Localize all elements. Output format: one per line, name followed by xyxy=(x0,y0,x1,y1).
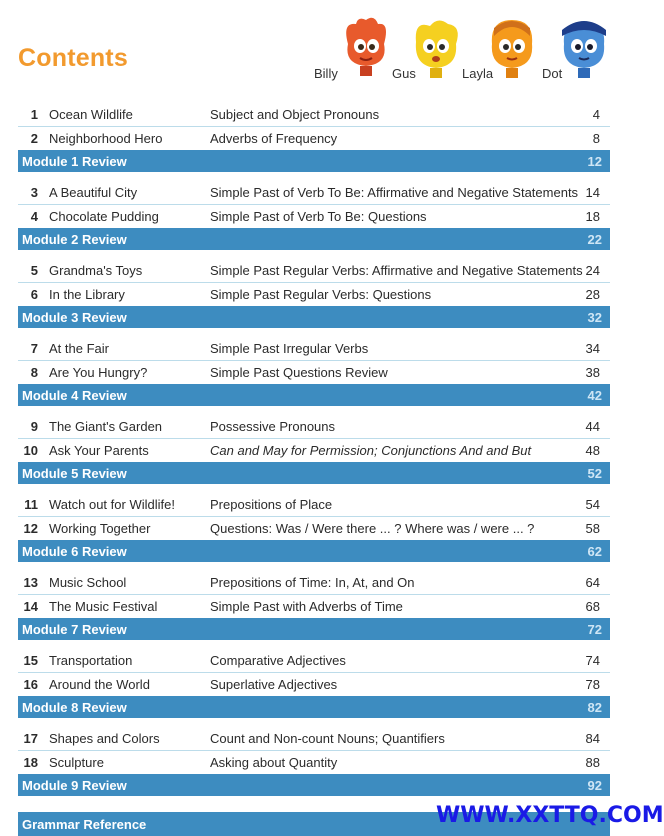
unit-number: 2 xyxy=(30,131,38,146)
unit-page: 84 xyxy=(585,731,600,746)
module-review-page: 62 xyxy=(587,544,602,559)
module-review-page: 22 xyxy=(587,232,602,247)
billy-character-icon xyxy=(338,14,394,84)
module-review-label: Module 4 Review xyxy=(22,388,127,403)
unit-grammar: Simple Past Regular Verbs: Affirmative and Negative Statements xyxy=(210,263,583,278)
unit-title: Working Together xyxy=(49,521,151,536)
divider xyxy=(18,672,610,673)
gus-character-icon xyxy=(408,14,464,84)
unit-number: 16 xyxy=(23,677,38,692)
unit-grammar: Simple Past of Verb To Be: Questions xyxy=(210,209,427,224)
unit-row xyxy=(18,284,610,304)
unit-page: 24 xyxy=(585,263,600,278)
unit-number: 6 xyxy=(30,287,38,302)
module-review-page: 42 xyxy=(587,388,602,403)
unit-number: 12 xyxy=(23,521,38,536)
unit-row xyxy=(18,416,610,436)
module-review-bar xyxy=(18,696,610,718)
unit-row xyxy=(18,338,610,358)
unit-title: The Giant's Garden xyxy=(49,419,163,434)
unit-grammar: Prepositions of Place xyxy=(210,497,333,512)
module-review-bar xyxy=(18,462,610,484)
unit-row xyxy=(18,260,610,280)
unit-grammar: Subject and Object Pronouns xyxy=(210,107,380,122)
unit-row xyxy=(18,128,610,148)
unit-row xyxy=(18,182,610,202)
unit-title: Grandma's Toys xyxy=(49,263,143,278)
unit-grammar: Simple Past of Verb To Be: Affirmative and Negative Statements xyxy=(210,185,579,200)
module-review-label: Module 9 Review xyxy=(22,778,127,793)
unit-grammar: Questions: Was / Were there ... ? Where was / were ... ? xyxy=(210,521,535,536)
module-review-bar xyxy=(18,228,610,250)
unit-page: 14 xyxy=(585,185,600,200)
divider xyxy=(18,750,610,751)
divider xyxy=(18,204,610,205)
unit-row xyxy=(18,674,610,694)
unit-title: At the Fair xyxy=(49,341,109,356)
page-title: Contents xyxy=(18,44,128,72)
unit-grammar: Adverbs of Frequency xyxy=(210,131,338,146)
unit-title: The Music Festival xyxy=(49,599,158,614)
unit-grammar: Simple Past with Adverbs of Time xyxy=(210,599,403,614)
unit-row xyxy=(18,728,610,748)
module-review-page: 72 xyxy=(587,622,602,637)
unit-number: 10 xyxy=(23,443,38,458)
unit-page: 74 xyxy=(585,653,600,668)
unit-page: 48 xyxy=(585,443,600,458)
unit-title: Ocean Wildlife xyxy=(49,107,133,122)
unit-page: 54 xyxy=(585,497,600,512)
divider xyxy=(18,438,610,439)
module-review-bar xyxy=(18,306,610,328)
unit-row xyxy=(18,596,610,616)
unit-number: 7 xyxy=(30,341,38,356)
unit-page: 78 xyxy=(585,677,600,692)
divider xyxy=(18,516,610,517)
divider xyxy=(18,594,610,595)
module-review-bar xyxy=(18,384,610,406)
dot-character-icon xyxy=(556,14,612,84)
unit-page: 68 xyxy=(585,599,600,614)
character-name-billy: Billy xyxy=(314,66,338,81)
unit-title: Chocolate Pudding xyxy=(49,209,159,224)
module-review-label: Module 6 Review xyxy=(22,544,127,559)
unit-grammar: Asking about Quantity xyxy=(210,755,338,770)
module-review-page: 32 xyxy=(587,310,602,325)
module-review-page: 92 xyxy=(587,778,602,793)
unit-title: Around the World xyxy=(49,677,150,692)
divider xyxy=(18,282,610,283)
unit-row xyxy=(18,104,610,124)
module-review-bar xyxy=(18,540,610,562)
unit-row xyxy=(18,518,610,538)
unit-title: Sculpture xyxy=(49,755,104,770)
unit-number: 4 xyxy=(30,209,38,224)
unit-number: 15 xyxy=(23,653,38,668)
unit-title: In the Library xyxy=(49,287,125,302)
module-review-label: Module 8 Review xyxy=(22,700,127,715)
unit-grammar: Simple Past Questions Review xyxy=(210,365,388,380)
unit-page: 64 xyxy=(585,575,600,590)
unit-page: 34 xyxy=(585,341,600,356)
unit-title: Shapes and Colors xyxy=(49,731,160,746)
unit-title: Transportation xyxy=(49,653,133,668)
unit-number: 17 xyxy=(23,731,38,746)
divider xyxy=(18,126,610,127)
unit-row xyxy=(18,494,610,514)
unit-grammar: Simple Past Irregular Verbs xyxy=(210,341,369,356)
character-name-gus: Gus xyxy=(392,66,416,81)
unit-number: 5 xyxy=(30,263,38,278)
unit-number: 8 xyxy=(30,365,38,380)
unit-grammar: Count and Non-count Nouns; Quantifiers xyxy=(210,731,445,746)
unit-number: 1 xyxy=(30,107,38,122)
module-review-page: 82 xyxy=(587,700,602,715)
unit-title: A Beautiful City xyxy=(49,185,138,200)
unit-page: 28 xyxy=(585,287,600,302)
unit-grammar: Comparative Adjectives xyxy=(210,653,346,668)
module-review-bar xyxy=(18,774,610,796)
module-review-label: Module 5 Review xyxy=(22,466,127,481)
unit-row xyxy=(18,572,610,592)
module-review-bar xyxy=(18,618,610,640)
unit-number: 18 xyxy=(23,755,38,770)
unit-row xyxy=(18,650,610,670)
character-name-layla: Layla xyxy=(462,66,494,81)
unit-number: 11 xyxy=(24,497,38,512)
unit-title: Music School xyxy=(49,575,127,590)
unit-page: 4 xyxy=(592,107,600,122)
unit-number: 3 xyxy=(30,185,38,200)
unit-page: 58 xyxy=(585,521,600,536)
module-review-page: 12 xyxy=(587,154,602,169)
unit-page: 44 xyxy=(585,419,600,434)
module-review-label: Module 3 Review xyxy=(22,310,127,325)
unit-number: 9 xyxy=(30,419,38,434)
unit-grammar: Possessive Pronouns xyxy=(210,419,336,434)
module-review-label: Module 2 Review xyxy=(22,232,127,247)
unit-grammar: Can and May for Permission; Conjunctions And and But xyxy=(210,443,532,458)
divider xyxy=(18,360,610,361)
unit-grammar: Superlative Adjectives xyxy=(210,677,338,692)
unit-row xyxy=(18,752,610,772)
unit-page: 38 xyxy=(585,365,600,380)
unit-title: Watch out for Wildlife! xyxy=(49,497,175,512)
unit-number: 13 xyxy=(23,575,38,590)
module-review-label: Module 1 Review xyxy=(22,154,127,169)
unit-title: Are You Hungry? xyxy=(49,365,148,380)
module-review-page: 52 xyxy=(587,466,602,481)
watermark: WWW.XXTTQ.COM xyxy=(436,803,664,828)
unit-row xyxy=(18,362,610,382)
unit-grammar: Simple Past Regular Verbs: Questions xyxy=(210,287,432,302)
character-name-dot: Dot xyxy=(542,66,563,81)
unit-grammar: Prepositions of Time: In, At, and On xyxy=(210,575,415,590)
unit-title: Neighborhood Hero xyxy=(49,131,163,146)
unit-page: 18 xyxy=(585,209,600,224)
module-review-label: Module 7 Review xyxy=(22,622,127,637)
grammar-reference-label: Grammar Reference xyxy=(22,817,147,832)
unit-page: 8 xyxy=(592,131,600,146)
module-review-bar xyxy=(18,150,610,172)
unit-row xyxy=(18,440,610,460)
unit-title: Ask Your Parents xyxy=(49,443,149,458)
unit-number: 14 xyxy=(23,599,38,614)
unit-row xyxy=(18,206,610,226)
unit-page: 88 xyxy=(585,755,600,770)
